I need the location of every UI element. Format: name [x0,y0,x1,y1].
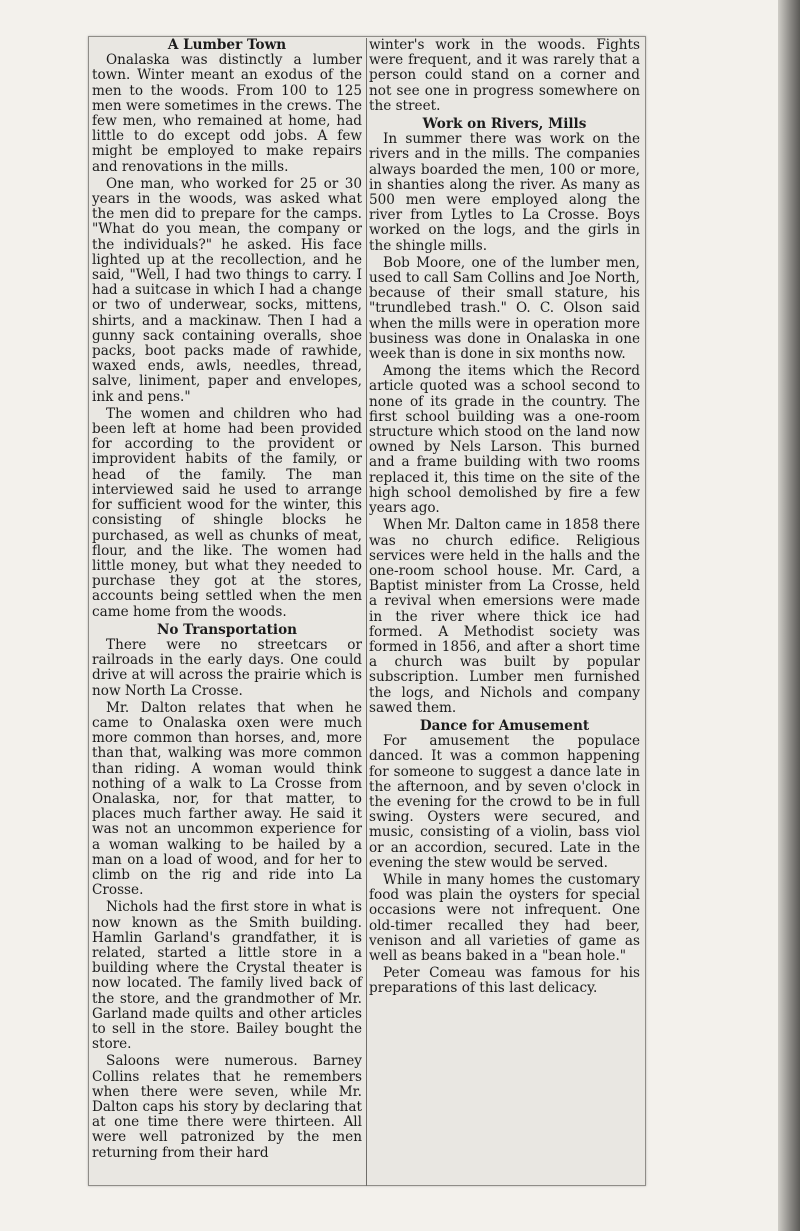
paragraph: One man, who worked for 25 or 30 years in the woods, was asked what the men did to prepare for the camps. "What do you mean, the company or the individuals?" he asked. His face lighted up at the recollection, and he said, "Well, I had two things to carry. I had a suitcase in which I had a change or two of underwear, socks, mittens, shirts, and a mackinaw. Then I had a gunny sack containing overalls, shoe packs, boot packs made of rawhide, waxed ends, awls, needles, thread, salve, liniment, paper and envelopes, ink and pens." [92,175,362,405]
heading-work-on-rivers-mills: Work on Rivers, Mills [422,116,587,133]
heading-dance-for-amusement: Dance for Amusement [419,717,590,734]
paragraph: In summer there was work on the rivers and in the mills. The companies always boarded the men, 100 or more, in shanties along the river. As many as 500 men were employed along the river from Lytles to La Crosse. Boys worked on the logs, and the girls in the shingle mills. [369,131,640,254]
column-divider [366,38,367,1186]
paragraph: When Mr. Dalton came in 1858 there was no church edifice. Religious services were held in the halls and the one-room school house. Mr. Card, a Baptist minister from La Crosse, held a revival when emersions were made in the river where thick ice had formed. A Methodist society was formed in 1856, and after a short time a church was built by popular subscription. Lumber men furnished the logs, and Nichols and company sawed them. [369,517,640,716]
left-column [92,38,362,1161]
heading-no-transportation: No Transportation [156,621,298,638]
paragraph: Saloons were numerous. Barney Collins relates that he remembers when there were seven, while Mr. Dalton caps his story by declaring that at one time there were thirteen. All were well patronized by the men returning from their hard [92,1053,362,1161]
paragraph-continued: winter's work in the woods. Fights were frequent, and it was rarely that a person could stand on a corner and not see one in progress somewhere on the street. [369,37,640,114]
paragraph: Peter Comeau was famous for his preparations of this last delicacy. [369,965,640,997]
paragraph: Bob Moore, one of the lumber men, used to call Sam Collins and Joe North, because of their small stature, his "trundlebed trash." O. C. Olson said when the mills were in operation more business was done in Onalaska in one week than is done in six months now. [369,254,640,363]
right-column [369,38,640,997]
paragraph: Mr. Dalton relates that when he came to Onalaska oxen were much more common than horses, and, more than that, walking was more common than riding. A woman would think nothing of a walk to La Crosse from Onalaska, nor, for that matter, to places much farther away. He said it was not an uncommon experience for a woman walking to be hailed by a man on a load of wood, and for her to climb on the rig and ride into La Crosse. [92,699,362,899]
paragraph: While in many homes the customary food was plain the oysters for special occasions were not infrequent. One old-timer recalled they had beer, venison and all varieties of game as well as beans baked in a "bean hole." [369,871,640,964]
paragraph: Nichols had the first store in what is now known as the Smith building. Hamlin Garland's grandfather, it is related, started a little store in a building where the Crystal theater is now located. The family lived back of the store, and the grandmother of Mr. Garland made quilts and other articles to sell in the store. Bailey bought the store. [92,899,362,1053]
heading-lumber-town: A Lumber Town [167,37,287,53]
paragraph: Among the items which the Record article quoted was a school second to none of its grade in the country. The first school building was a one-room structure which stood on the land now owned by Nels Larson. This burned and a frame building with two rooms replaced it, this time on the site of the high school demolished by fire a few years ago. [369,363,640,517]
paragraph: There were no streetcars or railroads in the early days. One could drive at will across the prairie which is now North La Crosse. [92,636,362,699]
paragraph: For amusement the populace danced. It was a common happening for someone to suggest a dance late in the afternoon, and by seven o'clock in the evening for the crowd to be in full swing. Oysters were secured, and music, consisting of a violin, bass viol or an accordion, secured. Late in the evening the stew would be served. [369,733,640,871]
paragraph: The women and children who had been left at home had been provided for according to the provident or improvident habits of the family, or head of the family. The man interviewed said he used to arrange for sufficient wood for the winter, this consisting of shingle blocks he purchased, as well as chunks of meat, flour, and the like. The women had little money, but what they needed to purchase they got at the stores, accounts being settled when the men came home from the woods. [92,405,362,620]
paragraph: Onalaska was distinctly a lumber town. Winter meant an exodus of the men to the woods. From 100 to 125 men were sometimes in the crews. The few men, who remained at home, had little to do except odd jobs. A few might be employed to make repairs and renovations in the mills. [92,52,362,175]
page-edge-shadow [778,0,800,1231]
